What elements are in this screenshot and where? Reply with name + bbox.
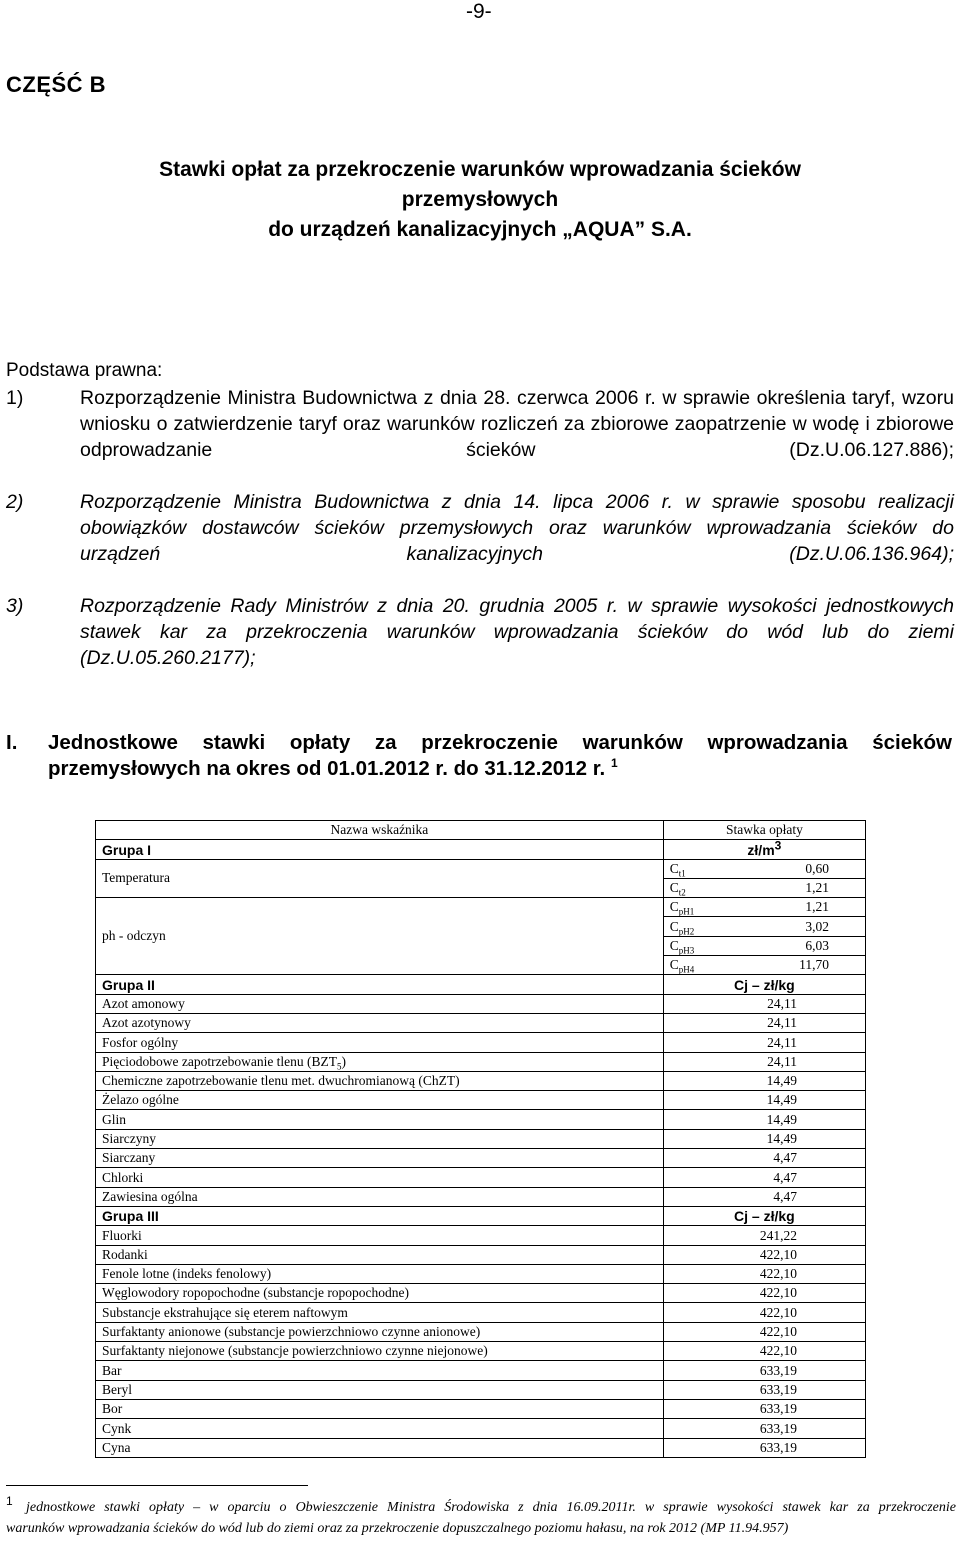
- table-row: [96, 1361, 866, 1380]
- table-row: [96, 1284, 866, 1303]
- indicator-name: [96, 1187, 664, 1206]
- footnote-reference[interactable]: 1: [610, 756, 618, 771]
- rate-value: 633,19: [663, 1380, 865, 1399]
- indicator-name: [96, 1091, 664, 1110]
- coefficient-code: [663, 859, 764, 878]
- indicator-name-text: Zawiesina ogólna: [102, 1188, 198, 1204]
- table-row: [96, 1071, 866, 1090]
- indicator-name-text: Chemiczne zapotrzebowanie tlenu met. dwuchromianową (ChZT): [102, 1073, 460, 1089]
- section-heading-line-2-text: przemysłowych na okres od 01.01.2012 r. do 31.12.2012 r.: [48, 757, 606, 780]
- coefficient-letter: C: [669, 899, 679, 915]
- table-row: [96, 898, 866, 917]
- indicator-name-sub: 5: [337, 1061, 342, 1072]
- coefficient-letter: C: [669, 957, 679, 973]
- indicator-name-text: Fenole lotne (indeks fenolowy): [102, 1266, 272, 1282]
- table-row: [96, 1013, 866, 1032]
- rate-value: 422,10: [663, 1245, 865, 1264]
- main-title-line-2: przemysłowych: [401, 188, 559, 211]
- table-row: [96, 859, 866, 878]
- page-number: -9-: [466, 0, 492, 23]
- table-row: [96, 1399, 866, 1418]
- coefficient-value: 11,70: [764, 956, 866, 975]
- group-3-unit: Cj – zł/kg: [663, 1206, 865, 1225]
- header-name-cell: Nazwa wskaźnika: [96, 821, 664, 840]
- main-title-line-1: Stawki opłat za przekroczenie warunków wprowadzania ścieków: [159, 158, 801, 181]
- table-row: [96, 1342, 866, 1361]
- temperatura-label: Temperatura: [96, 859, 664, 898]
- table-row: [96, 994, 866, 1013]
- rate-value: 24,11: [663, 1052, 865, 1071]
- indicator-name-text: Cynk: [102, 1420, 132, 1436]
- table-row: [96, 1226, 866, 1245]
- coefficient-sub: t1: [678, 868, 686, 879]
- table-row: [96, 1303, 866, 1322]
- legal-basis-item-number: 2): [6, 491, 24, 513]
- indicator-name-text: Siarczyny: [102, 1131, 156, 1147]
- section-heading-line-1: Jednostkowe stawki opłaty za przekroczenie warunków wprowadzania ścieków: [48, 731, 952, 754]
- rate-value: 241,22: [663, 1226, 865, 1245]
- indicator-name: [96, 1380, 664, 1399]
- legal-basis-item-text: Rozporządzenie Ministra Budownictwa z dnia 14. lipca 2006 r. w sprawie sposobu realizacji obowiązków dostawców ścieków przemysłowych oraz warunków wprowadzania ścieków do urządzeń kanalizacyjnych (Dz.U.06.136.964);: [80, 491, 954, 565]
- rates-table: [95, 820, 866, 1458]
- indicator-name: [96, 994, 664, 1013]
- coefficient-letter: C: [669, 860, 679, 876]
- indicator-name-text: Surfaktanty niejonowe (substancje powierzchniowo czynne niejonowe): [102, 1343, 488, 1359]
- rate-value: 633,19: [663, 1438, 865, 1457]
- rate-value: 633,19: [663, 1399, 865, 1418]
- indicator-name-text: Siarczany: [102, 1150, 156, 1166]
- table-row: [96, 1322, 866, 1341]
- indicator-name: [96, 1149, 664, 1168]
- indicator-name-text: Żelazo ogólne: [102, 1092, 179, 1108]
- indicator-name-text: Fluorki: [102, 1227, 142, 1243]
- table-row: [96, 1419, 866, 1438]
- indicator-name: [96, 1322, 664, 1341]
- table-row: [96, 1033, 866, 1052]
- legal-basis-item-text: Rozporządzenie Rady Ministrów z dnia 20. grudnia 2005 r. w sprawie wysokości jednostkowych stawek kar za przekroczenia warunków wprowadzania ścieków do wód lub do ziemi (Dz.U.05.260.2177);: [80, 595, 954, 669]
- rate-value: 24,11: [663, 1013, 865, 1032]
- footnote-mark: 1: [6, 1494, 13, 1508]
- coefficient-code: [663, 917, 764, 936]
- indicator-name: [96, 1013, 664, 1032]
- indicator-name: [96, 1361, 664, 1380]
- rate-value: 14,49: [663, 1091, 865, 1110]
- indicator-name-text: Cyna: [102, 1439, 131, 1455]
- rate-value: 14,49: [663, 1129, 865, 1148]
- indicator-name: [96, 1110, 664, 1129]
- coefficient-value: 6,03: [764, 936, 866, 955]
- table-row: [96, 1168, 866, 1187]
- legal-basis-item-number: 3): [6, 595, 24, 617]
- group-3-row: [96, 1206, 866, 1225]
- rate-value: 4,47: [663, 1149, 865, 1168]
- legal-basis-item-text: Rozporządzenie Ministra Budownictwa z dnia 28. czerwca 2006 r. w sprawie określenia taryf, wzoru wniosku o zatwierdzenie taryf oraz warunków rozliczeń za zbiorowe zaopatrzenie w wodę i zbiorowe odprowadzanie ścieków (Dz.U.06.127.886);: [80, 387, 954, 461]
- indicator-name-text: Substancje ekstrahujące się eterem naftowym: [102, 1304, 348, 1320]
- coefficient-letter: C: [669, 938, 679, 954]
- table-row: [96, 1149, 866, 1168]
- coefficient-code: [663, 956, 764, 975]
- header-rate-cell: Stawka opłaty: [663, 821, 865, 840]
- legal-basis-list: [0, 385, 960, 671]
- footnote-divider: [6, 1485, 308, 1486]
- indicator-name-text: Pięciodobowe zapotrzebowanie tlenu (BZT: [102, 1053, 338, 1069]
- group-1-unit-text: zł/m: [747, 841, 775, 858]
- rate-value: 422,10: [663, 1322, 865, 1341]
- table-header-row: [96, 821, 866, 840]
- coefficient-code: [663, 878, 764, 897]
- coefficient-code: [663, 898, 764, 917]
- legal-basis-item-number: 1): [6, 387, 24, 409]
- indicator-name-text: Beryl: [102, 1381, 132, 1397]
- indicator-name: [96, 1342, 664, 1361]
- rate-value: 422,10: [663, 1284, 865, 1303]
- group-2-rows: [96, 994, 866, 1206]
- group-1-row: [96, 840, 866, 859]
- indicator-name: [96, 1129, 664, 1148]
- group-2-label: Grupa II: [96, 975, 664, 994]
- indicator-name-text: Rodanki: [102, 1246, 148, 1262]
- group-3-label: Grupa III: [96, 1206, 664, 1225]
- indicator-name-text: Węglowodory ropopochodne (substancje ropopochodne): [102, 1285, 410, 1301]
- indicator-name-end: ): [341, 1053, 347, 1069]
- group-2-row: [96, 975, 866, 994]
- table-row: [96, 1052, 866, 1071]
- indicator-name: [96, 1284, 664, 1303]
- section-heading-line-2: [48, 756, 618, 782]
- indicator-name: [96, 1033, 664, 1052]
- group-1-label: Grupa I: [96, 840, 664, 859]
- indicator-name-text: Bor: [102, 1401, 123, 1417]
- indicator-name-text: Azot azotynowy: [102, 1015, 191, 1031]
- table-row: [96, 1091, 866, 1110]
- indicator-name-text: Surfaktanty anionowe (substancje powierzchniowo czynne anionowe): [102, 1324, 481, 1340]
- rate-value: 4,47: [663, 1187, 865, 1206]
- legal-basis-item-3: [0, 593, 960, 671]
- table-row: [96, 1129, 866, 1148]
- rate-value: 24,11: [663, 1033, 865, 1052]
- coefficient-letter: C: [669, 918, 679, 934]
- indicator-name: [96, 1226, 664, 1245]
- footnote: [6, 1494, 956, 1539]
- coefficient-sub: pH4: [678, 965, 695, 976]
- coefficient-sub: pH1: [678, 907, 695, 918]
- group-1-unit-sup: 3: [774, 837, 782, 852]
- rate-value: 14,49: [663, 1071, 865, 1090]
- indicator-name-text: Bar: [102, 1362, 122, 1378]
- legal-basis-item-1: [0, 385, 960, 489]
- main-title-line-3: do urządzeń kanalizacyjnych „AQUA” S.A.: [268, 218, 692, 241]
- table-row: [96, 1110, 866, 1129]
- coefficient-sub: pH2: [678, 926, 695, 937]
- coefficient-value: 1,21: [764, 898, 866, 917]
- rate-value: 24,11: [663, 994, 865, 1013]
- coefficient-letter: C: [669, 880, 679, 896]
- group-1-unit: [663, 837, 865, 859]
- main-title: [0, 155, 960, 245]
- indicator-name: [96, 1399, 664, 1418]
- coefficient-value: 1,21: [764, 878, 866, 897]
- legal-basis-heading: Podstawa prawna:: [6, 360, 163, 381]
- indicator-name: [96, 1071, 664, 1090]
- legal-basis-item-2: [0, 489, 960, 593]
- group-3-rows: [96, 1226, 866, 1458]
- coefficient-value: 3,02: [764, 917, 866, 936]
- part-title: CZĘŚĆ B: [6, 72, 107, 97]
- footnote-line-1: jednostkowe stawki opłaty – w oparciu o Obwieszczenie Ministra Środowiska z dnia 16.09.2011r. w sprawie wysokości stawek kar za przekroczenie: [26, 1500, 956, 1515]
- section-number: I.: [6, 731, 18, 754]
- indicator-name: [96, 1264, 664, 1283]
- indicator-name: [96, 1168, 664, 1187]
- table-row: [96, 1245, 866, 1264]
- table-row: [96, 1438, 866, 1457]
- coefficient-code: [663, 936, 764, 955]
- rate-value: 422,10: [663, 1264, 865, 1283]
- indicator-name: [96, 1303, 664, 1322]
- footnote-line-2: warunków wprowadzania ścieków do wód lub do ziemi oraz za przekroczenie dopuszczalnego poziomu hałasu, na rok 2012 (MP 11.94.957): [6, 1521, 789, 1536]
- indicator-name-text: Azot amonowy: [102, 995, 185, 1011]
- rate-value: 422,10: [663, 1303, 865, 1322]
- group-2-unit: Cj – zł/kg: [663, 975, 865, 994]
- indicator-name-text: Glin: [102, 1111, 127, 1127]
- coefficient-value: 0,60: [764, 859, 866, 878]
- indicator-name: [96, 1052, 664, 1071]
- coefficient-sub: t2: [678, 887, 686, 898]
- rate-value: 633,19: [663, 1419, 865, 1438]
- table-row: [96, 1380, 866, 1399]
- indicator-name: [96, 1419, 664, 1438]
- indicator-name-text: Chlorki: [102, 1169, 144, 1185]
- indicator-name: [96, 1245, 664, 1264]
- indicator-name: [96, 1438, 664, 1457]
- indicator-name-text: Fosfor ogólny: [102, 1034, 179, 1050]
- rate-value: 4,47: [663, 1168, 865, 1187]
- coefficient-sub: pH3: [678, 945, 695, 956]
- table-row: [96, 1187, 866, 1206]
- rate-value: 14,49: [663, 1110, 865, 1129]
- ph-label: ph - odczyn: [96, 898, 664, 975]
- rate-value: 633,19: [663, 1361, 865, 1380]
- rate-value: 422,10: [663, 1342, 865, 1361]
- table-row: [96, 1264, 866, 1283]
